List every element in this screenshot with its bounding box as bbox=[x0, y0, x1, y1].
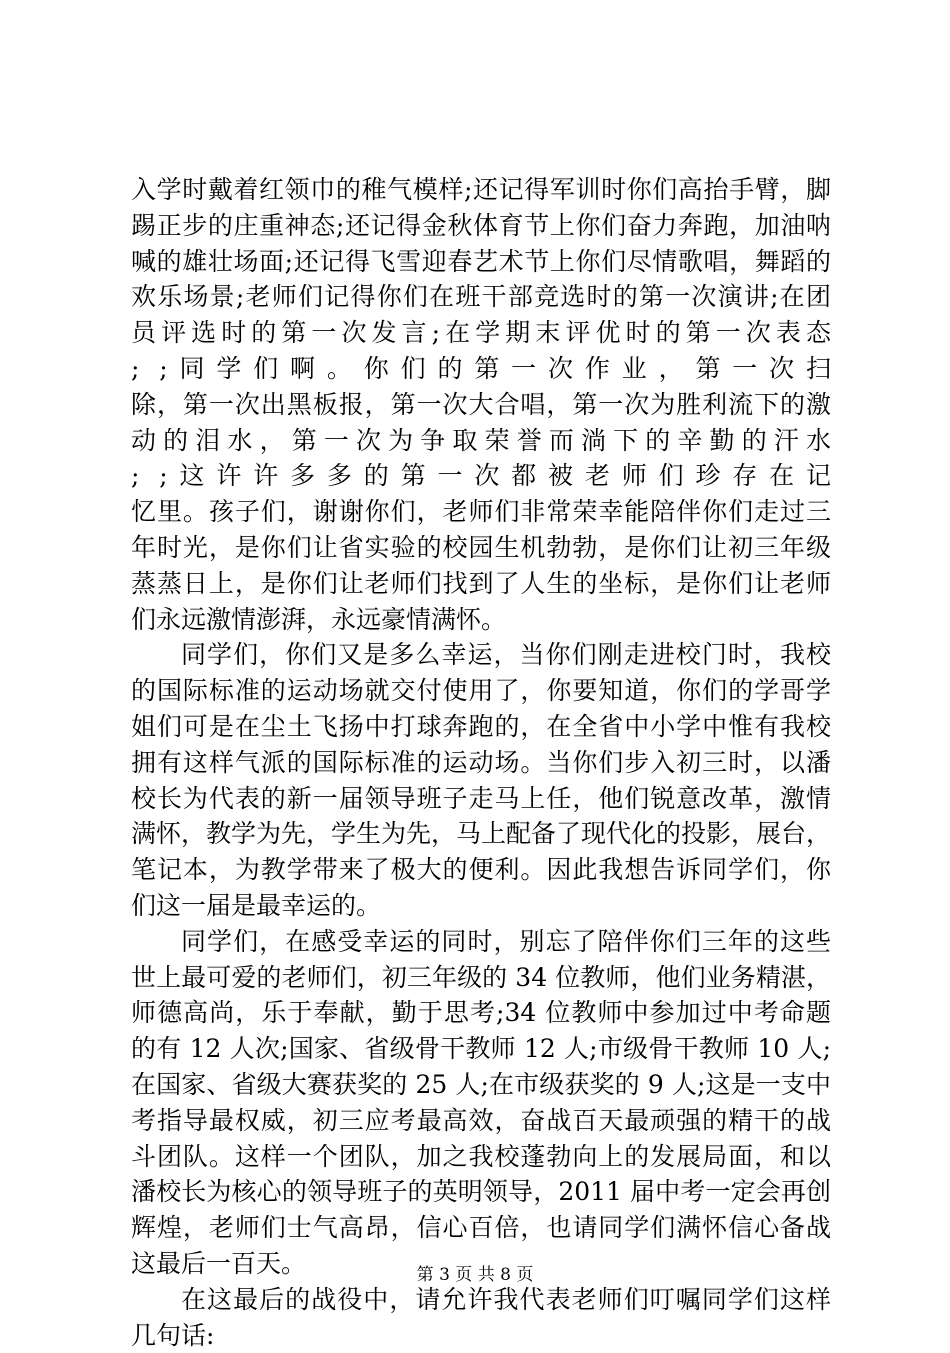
text-line: 员评选时的第一次发言;在学期末评优时的第一次表态 bbox=[131, 315, 831, 351]
text-line: 入学时戴着红领巾的稚气模样;还记得军训时你们高抬手臂，脚 bbox=[131, 172, 831, 208]
document-body bbox=[131, 172, 831, 1353]
text-line: 蒸蒸日上，是你们让老师们找到了人生的坐标，是你们让老师 bbox=[131, 566, 831, 602]
text-line: 考指导最权威，初三应考最高效，奋战百天最顽强的精干的战 bbox=[131, 1103, 831, 1139]
text-line: 们这一届是最幸运的。 bbox=[131, 888, 831, 924]
text-line: ; ;同学们啊。你们的第一次作业，第一次扫 bbox=[131, 351, 831, 387]
text-line: 同学们，在感受幸运的同时，别忘了陪伴你们三年的这些 bbox=[131, 924, 831, 960]
text-line: 在国家、省级大赛获奖的 25 人;在市级获奖的 9 人;这是一支中 bbox=[131, 1067, 831, 1103]
text-line: 动的泪水，第一次为争取荣誉而淌下的辛勤的汗水 bbox=[131, 423, 831, 459]
text-line: ; ;这许许多多的第一次都被老师们珍存在记 bbox=[131, 458, 831, 494]
text-line: 校长为代表的新一届领导班子走马上任，他们锐意改革，激情 bbox=[131, 781, 831, 817]
text-line: 喊的雄壮场面;还记得飞雪迎春艺术节上你们尽情歌唱，舞蹈的 bbox=[131, 244, 831, 280]
text-line: 的国际标准的运动场就交付使用了，你要知道，你们的学哥学 bbox=[131, 673, 831, 709]
text-line: 同学们，你们又是多么幸运，当你们刚走进校门时，我校 bbox=[131, 637, 831, 673]
text-line: 欢乐场景;老师们记得你们在班干部竞选时的第一次演讲;在团 bbox=[131, 279, 831, 315]
text-line: 年时光，是你们让省实验的校园生机勃勃，是你们让初三年级 bbox=[131, 530, 831, 566]
text-line: 踢正步的庄重神态;还记得金秋体育节上你们奋力奔跑，加油呐 bbox=[131, 208, 831, 244]
text-line: 的有 12 人次;国家、省级骨干教师 12 人;市级骨干教师 10 人; bbox=[131, 1031, 831, 1067]
text-line: 姐们可是在尘土飞扬中打球奔跑的，在全省中小学中惟有我校 bbox=[131, 709, 831, 745]
text-line: 几句话: bbox=[131, 1318, 831, 1353]
text-line: 在这最后的战役中，请允许我代表老师们叮嘱同学们这样 bbox=[131, 1282, 831, 1318]
text-line: 笔记本，为教学带来了极大的便利。因此我想告诉同学们，你 bbox=[131, 852, 831, 888]
text-line: 除，第一次出黑板报，第一次大合唱，第一次为胜利流下的激 bbox=[131, 387, 831, 423]
text-line: 满怀，教学为先，学生为先，马上配备了现代化的投影，展台， bbox=[131, 816, 831, 852]
text-line: 这最后一百天。 bbox=[131, 1246, 831, 1282]
page-footer: 第 3 页 共 8 页 bbox=[0, 1260, 950, 1285]
text-line: 辉煌，老师们士气高昂，信心百倍，也请同学们满怀信心备战 bbox=[131, 1210, 831, 1246]
text-line: 忆里。孩子们，谢谢你们，老师们非常荣幸能陪伴你们走过三 bbox=[131, 494, 831, 530]
text-line: 拥有这样气派的国际标准的运动场。当你们步入初三时，以潘 bbox=[131, 745, 831, 781]
text-line: 潘校长为核心的领导班子的英明领导，2011 届中考一定会再创 bbox=[131, 1174, 831, 1210]
text-line: 师德高尚，乐于奉献，勤于思考;34 位教师中参加过中考命题 bbox=[131, 995, 831, 1031]
text-line: 们永远激情澎湃，永远豪情满怀。 bbox=[131, 602, 831, 638]
text-line: 斗团队。这样一个团队，加之我校蓬勃向上的发展局面，和以 bbox=[131, 1139, 831, 1175]
text-line: 世上最可爱的老师们，初三年级的 34 位教师，他们业务精湛， bbox=[131, 960, 831, 996]
